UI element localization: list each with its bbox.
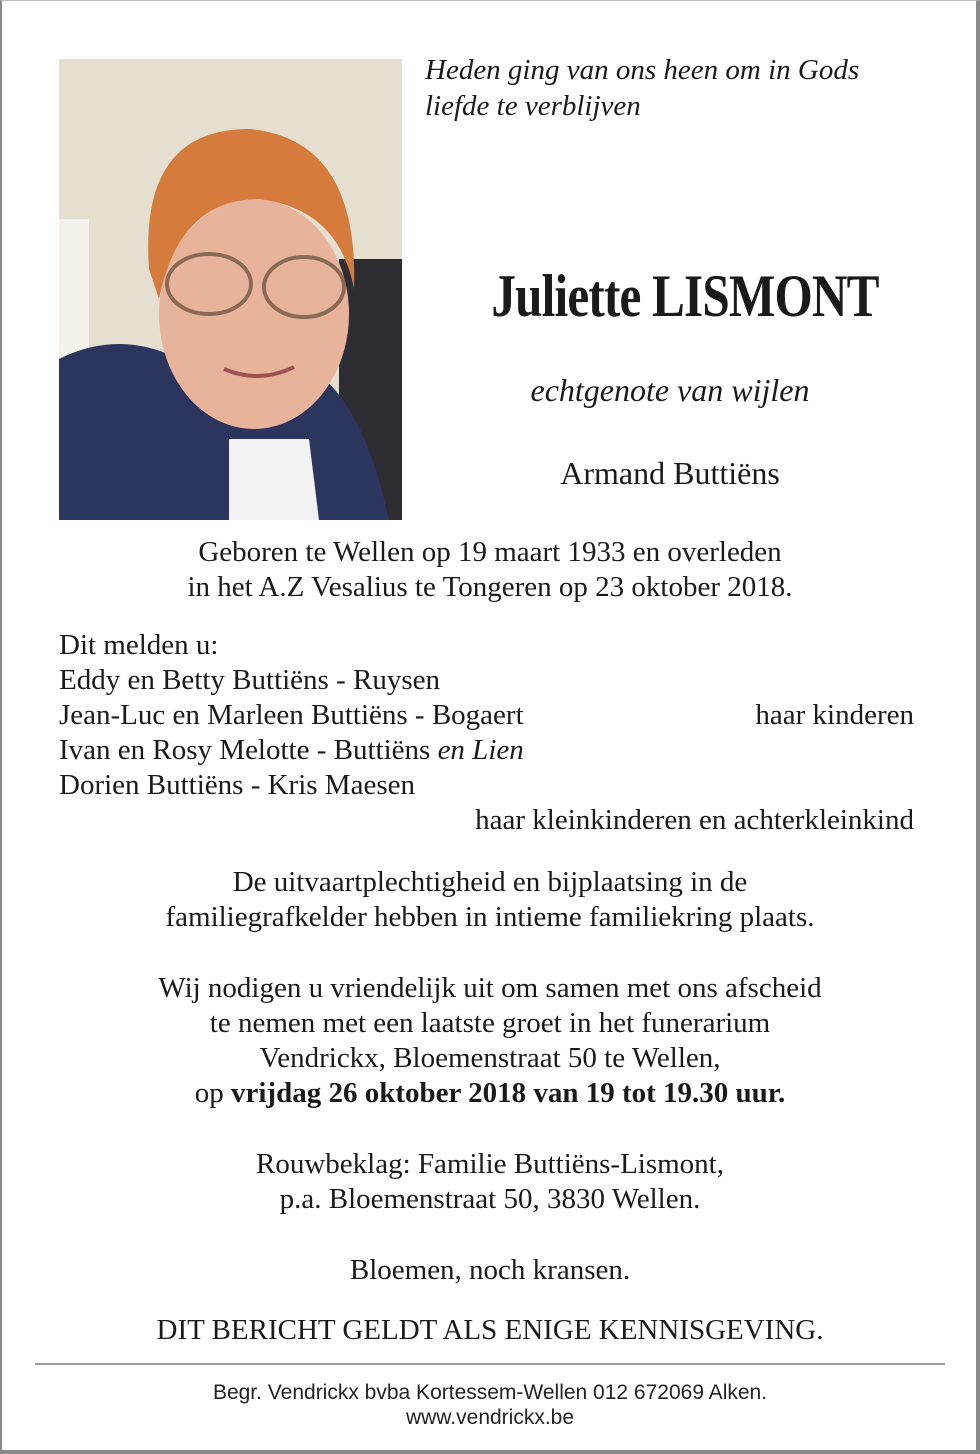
- deceased-name: Juliette LISMONT: [491, 263, 879, 329]
- condolences: [40, 1147, 940, 1217]
- intro-line: liefde te verblijven: [425, 90, 641, 122]
- intro-text: [425, 52, 859, 124]
- death-line: in het A.Z Vesalius te Tongeren op 23 oktober 2018.: [187, 571, 793, 603]
- intro-line: Heden ging van ons heen om in Gods: [425, 54, 860, 86]
- spouse-name: Armand Buttiëns: [560, 455, 780, 491]
- spouse-label: echtgenote van wijlen: [530, 372, 810, 408]
- funeral-text: [40, 865, 940, 935]
- notice: DIT BERICHT GELDT ALS ENIGE KENNISGEVING.: [156, 1314, 824, 1346]
- birth-line: Geboren te Wellen op 19 maart 1933 en overleden: [198, 536, 782, 568]
- footer: [0, 1380, 980, 1430]
- family-suffix: en Lien: [437, 734, 524, 766]
- invite-line: Vendrickx, Bloemenstraat 50 te Wellen,: [259, 1042, 721, 1074]
- invite-text: [40, 971, 940, 1111]
- invite-line: te nemen met een laatste groet in het funerarium: [209, 1007, 771, 1039]
- divider: [35, 1363, 945, 1365]
- children-label: haar kinderen: [755, 699, 914, 731]
- invite-date-line: [40, 1076, 940, 1111]
- birth-death: [40, 535, 940, 605]
- family-list: [59, 628, 919, 838]
- family-line: Eddy en Betty Buttiëns - Ruysen: [59, 664, 440, 696]
- invite-prefix: op: [194, 1077, 224, 1109]
- grandchildren-label: haar kleinkinderen en achterkleinkind: [475, 804, 914, 836]
- invite-line: Wij nodigen u vriendelijk uit om samen met ons afscheid: [158, 972, 822, 1004]
- family-text: Jean-Luc en Marleen Buttiëns - Bogaert: [59, 699, 524, 731]
- footer-website[interactable]: www.vendrickx.be: [405, 1406, 575, 1429]
- family-line: [59, 733, 919, 768]
- portrait-photo: [59, 59, 402, 520]
- footer-company: Begr. Vendrickx bvba Kortessem-Wellen 012 672069 Alken.: [212, 1381, 768, 1404]
- family-text: Ivan en Rosy Melotte - Buttiëns: [59, 734, 431, 766]
- funeral-line: De uitvaartplechtigheid en bijplaatsing in de: [232, 866, 748, 898]
- family-line: [59, 803, 919, 838]
- family-heading: Dit melden u:: [59, 629, 219, 661]
- family-line: Dorien Buttiëns - Kris Maesen: [59, 769, 415, 801]
- condolences-line: p.a. Bloemenstraat 50, 3830 Wellen.: [279, 1183, 701, 1215]
- funeral-line: familiegrafkelder hebben in intieme familiekring plaats.: [165, 901, 815, 933]
- family-line: [59, 698, 919, 733]
- invite-date: vrijdag 26 oktober 2018 van 19 tot 19.30 uur.: [230, 1077, 786, 1109]
- flowers-note: Bloemen, noch kransen.: [349, 1254, 631, 1286]
- condolences-line: Rouwbeklag: Familie Buttiëns-Lismont,: [256, 1148, 724, 1180]
